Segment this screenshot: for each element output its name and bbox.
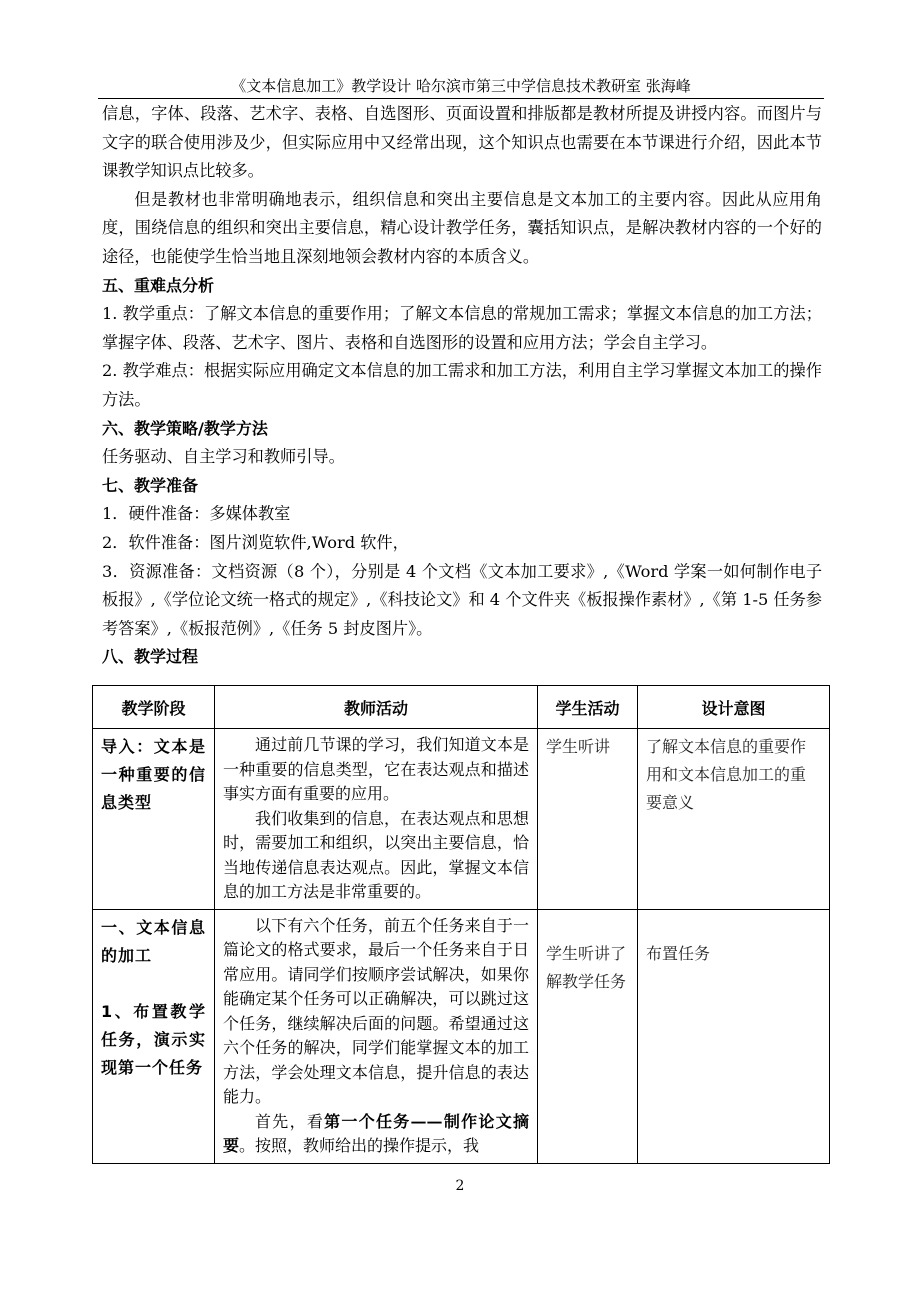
header-student-activity: 学生活动 — [538, 686, 638, 729]
row-2-stage-title: 一、文本信息的加工 — [101, 917, 206, 965]
row-1-teacher-activity — [215, 729, 538, 910]
section-6-text: 任务驱动、自主学习和教师引导。 — [102, 447, 345, 467]
table-header-row — [93, 686, 830, 729]
row-1-teacher-paragraph-2: 我们收集到的信息，在表达观点和思想时，需要加工和组织，以突出主要信息，恰当地传递信息表达观点。因此，掌握文本信息的加工方法是非常重要的。 — [223, 808, 529, 901]
table-row — [93, 729, 830, 910]
row-2-stage-subtitle: 1、布置教学任务，演示实现第一个任务 — [101, 1001, 206, 1077]
row-1-student-activity: 学生听讲 — [538, 729, 638, 910]
row-2-teacher-paragraph-2: 首先，看第一个任务——制作论文摘要。按照，教师给出的操作提示，我 — [223, 1111, 529, 1155]
row-2-student-activity: 学生听讲了解教学任务 — [538, 909, 638, 1163]
section-7-item-1: 1．硬件准备：多媒体教室 — [102, 504, 291, 524]
page-header: 《文本信息加工》教学设计 哈尔滨市第三中学信息技术教研室 张海峰 — [231, 77, 691, 95]
row-2-teacher-paragraph-1: 以下有六个任务，前五个任务来自于一篇论文的格式要求，最后一个任务来自于日常应用。请同学们按顺序尝试解决，如果你能确定某个任务可以正确解决，可以跳过这个任务，继续解决后面的问题。希望通过这六个任务的解决，同学们能掌握文本的加工方法，学会处理文本信息，提升信息的表达能力。 — [223, 915, 529, 1106]
section-7-heading: 七、教学准备 — [102, 475, 199, 495]
row-1-design-intent: 了解文本信息的重要作用和文本信息加工的重要意义 — [638, 729, 830, 910]
section-7-item-3: 3．资源准备：文档资源（8 个），分别是 4 个文档《文本加工要求》,《Word 学案一如何制作电子板报》,《学位论文统一格式的规定》,《科技论文》和 4 个文件夹《板报操作素材》,《第 1-5 任务参考答案》,《板报范例》,《任务 5 封皮图片》。 — [102, 561, 822, 638]
header-teacher-activity: 教师活动 — [215, 686, 538, 729]
row-2-teacher-activity — [215, 909, 538, 1163]
page-number: 2 — [455, 1178, 465, 1194]
table-row — [93, 909, 830, 1163]
row-2-stage — [93, 909, 215, 1163]
document-body — [102, 100, 822, 672]
section-8-heading: 八、教学过程 — [102, 647, 199, 667]
section-5-item-1: 1. 教学重点：了解文本信息的重要作用；了解文本信息的常规加工需求；掌握文本信息的加工方法；掌握字体、段落、艺术字、图片、表格和自选图形的设置和应用方法；学会自主学习。 — [102, 304, 822, 352]
section-7-item-2: 2．软件准备：图片浏览软件,Word 软件， — [102, 532, 409, 552]
header-stage: 教学阶段 — [93, 686, 215, 729]
row-2-design-intent: 布置任务 — [638, 909, 830, 1163]
teaching-process-table — [92, 685, 830, 1164]
section-6-heading: 六、教学策略/教学方法 — [102, 418, 268, 438]
paragraph-2: 但是教材也非常明确地表示，组织信息和突出主要信息是文本加工的主要内容。因此从应用角度，围绕信息的组织和突出主要信息，精心设计教学任务，囊括知识点，是解决教材内容的一个好的途径，也能使学生恰当地且深刻地领会教材内容的本质含义。 — [102, 189, 822, 266]
header-divider — [98, 98, 824, 99]
section-5-heading: 五、重难点分析 — [102, 275, 215, 295]
paragraph-1: 信息，字体、段落、艺术字、表格、自选图形、页面设置和排版都是教材所提及讲授内容。而图片与文字的联合使用涉及少，但实际应用中又经常出现，这个知识点也需要在本节课进行介绍，因此本节课教学知识点比较多。 — [102, 104, 822, 181]
task-1-highlight: 第一个任务——制作论文摘要 — [223, 1111, 529, 1155]
header-design-intent: 设计意图 — [638, 686, 830, 729]
row-1-teacher-paragraph-1: 通过前几节课的学习，我们知道文本是一种重要的信息类型，它在表达观点和描述事实方面有重要的应用。 — [223, 735, 529, 803]
section-5-item-2: 2. 教学难点：根据实际应用确定文本信息的加工需求和加工方法，利用自主学习掌握文本加工的操作方法。 — [102, 361, 822, 409]
row-1-stage: 导入：文本是一种重要的信息类型 — [93, 729, 215, 910]
